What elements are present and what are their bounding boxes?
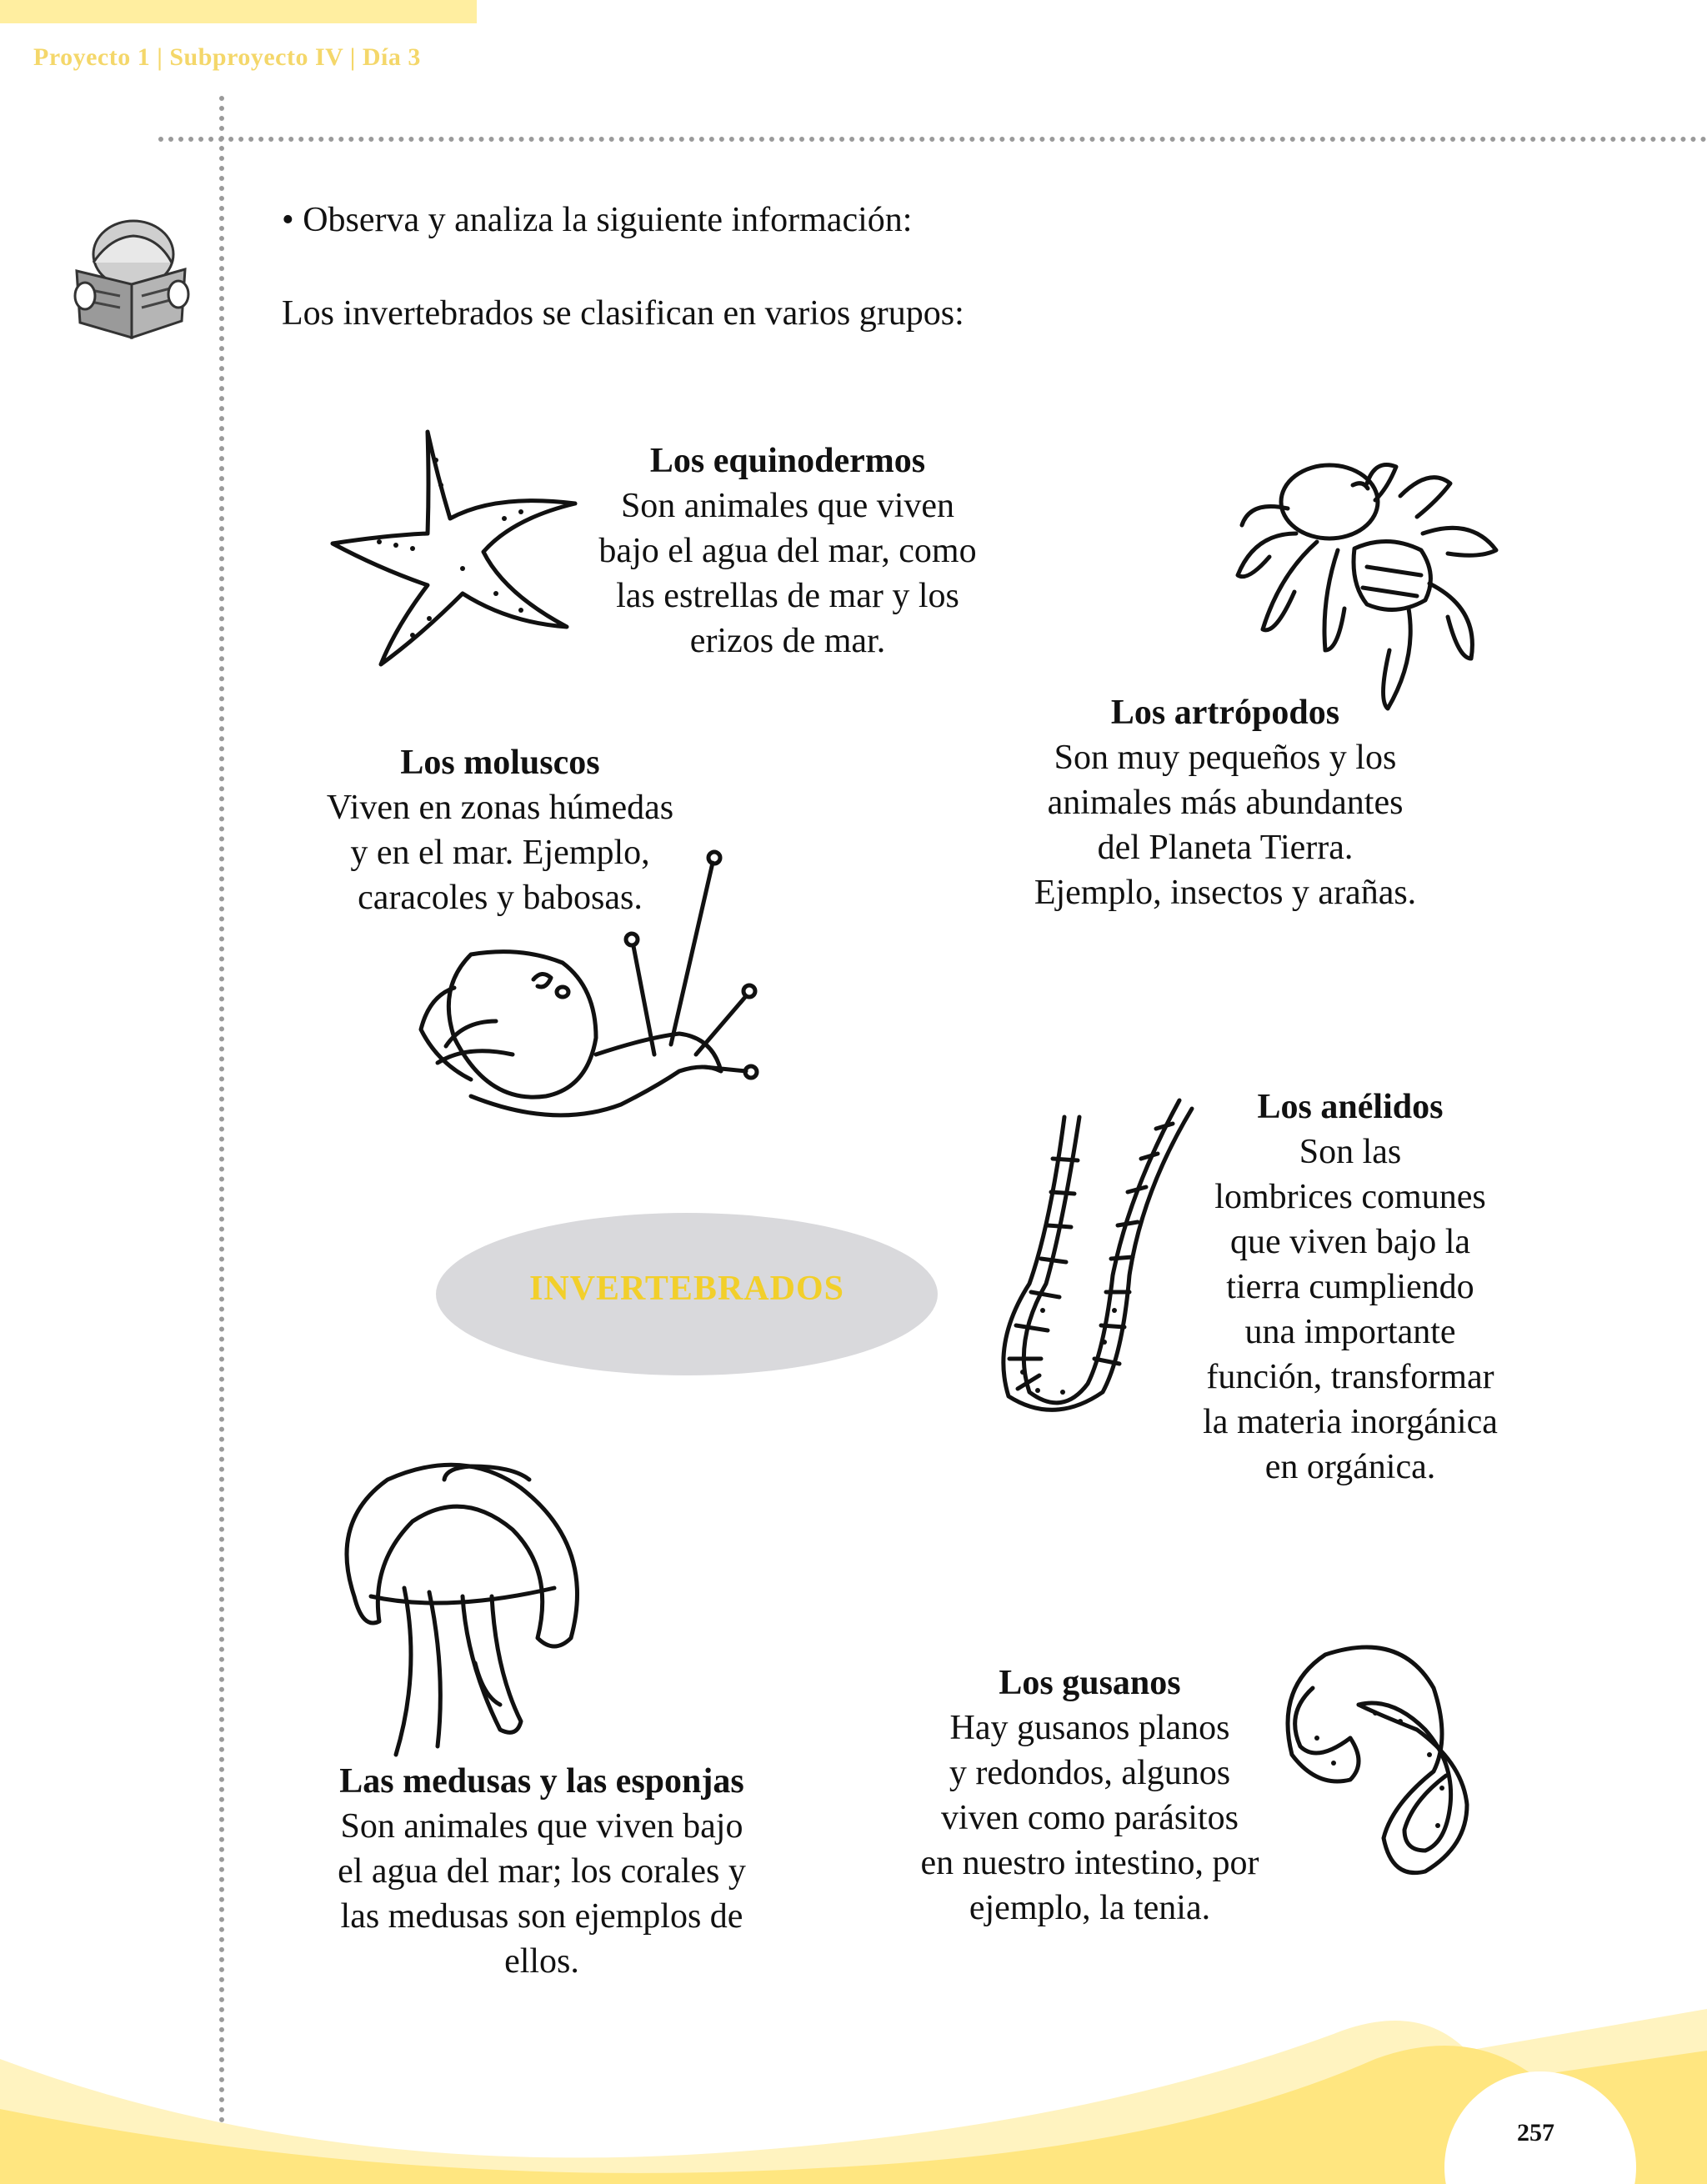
running-header: Proyecto 1 | Subproyecto IV | Día 3 bbox=[33, 43, 421, 71]
group-text-line: Hay gusanos planos bbox=[949, 1709, 1230, 1747]
group-text-line: una importante bbox=[1244, 1313, 1456, 1351]
group-text-line: que viven bajo la bbox=[1229, 1223, 1471, 1261]
group-text-line: y redondos, algunos bbox=[949, 1754, 1231, 1792]
bottom-wave-decoration bbox=[0, 1984, 1707, 2184]
page-number: 257 bbox=[1517, 2119, 1554, 2146]
group-text-line: en nuestro intestino, por bbox=[920, 1844, 1259, 1882]
vertical-dotted-rule bbox=[219, 96, 224, 2184]
group-equinodermos bbox=[550, 438, 1025, 664]
group-text-line: Son animales que viven bbox=[620, 487, 955, 525]
group-artropodos bbox=[988, 690, 1463, 915]
group-text-line: ellos. bbox=[504, 1942, 579, 1981]
intro-sentence: Los invertebrados se clasifican en varios grupos: bbox=[282, 294, 964, 333]
group-title: Los moluscos bbox=[400, 744, 600, 782]
group-title: Los gusanos bbox=[999, 1664, 1181, 1702]
group-text-line: Son animales que viven bajo bbox=[340, 1807, 743, 1846]
group-text-line: las medusas son ejemplos de bbox=[340, 1897, 743, 1936]
group-text-line: erizos de mar. bbox=[689, 622, 886, 660]
reading-child-icon bbox=[68, 213, 193, 346]
group-title: Los artrópodos bbox=[1110, 694, 1340, 732]
horizontal-dotted-rule bbox=[158, 137, 1707, 142]
group-text-line: y en el mar. Ejemplo, bbox=[350, 834, 650, 872]
instruction-bullet: • Observa y analiza la siguiente información: bbox=[282, 201, 913, 239]
group-text-line: función, transformar bbox=[1206, 1358, 1494, 1396]
group-text-line: ejemplo, la tenia. bbox=[969, 1889, 1211, 1927]
group-text-line: viven como parásitos bbox=[941, 1799, 1239, 1837]
group-text-line: en orgánica. bbox=[1264, 1448, 1436, 1486]
invertebrados-label: INVERTEBRADOS bbox=[529, 1270, 844, 1308]
group-text-line: del Planeta Tierra. bbox=[1097, 829, 1354, 867]
jellyfish-illustration bbox=[321, 1455, 621, 1763]
group-text-line: las estrellas de mar y los bbox=[616, 577, 959, 615]
group-text-line: el agua del mar; los corales y bbox=[338, 1852, 746, 1891]
group-title: Los equinodermos bbox=[649, 442, 926, 480]
group-text-line: Ejemplo, insectos y arañas. bbox=[1034, 874, 1417, 912]
group-text-line: animales más abundantes bbox=[1047, 784, 1404, 822]
starfish-illustration bbox=[329, 427, 579, 669]
snail-illustration bbox=[404, 854, 771, 1155]
group-anelidos bbox=[1129, 1084, 1571, 1490]
group-text-line: Viven en zonas húmedas bbox=[326, 789, 674, 827]
group-text-line: Son las bbox=[1299, 1133, 1402, 1171]
group-title: Los anélidos bbox=[1257, 1088, 1444, 1126]
group-title: Las medusas y las esponjas bbox=[339, 1762, 744, 1801]
flatworm-illustration bbox=[1267, 1638, 1475, 1888]
group-gusanos bbox=[875, 1661, 1304, 1931]
group-medusas bbox=[283, 1759, 800, 1984]
group-text-line: caracoles y babosas. bbox=[358, 879, 643, 917]
group-text-line: tierra cumpliendo bbox=[1226, 1268, 1474, 1306]
top-accent-bar bbox=[0, 0, 477, 23]
group-text-line: la materia inorgánica bbox=[1203, 1403, 1498, 1441]
group-text-line: bajo el agua del mar, como bbox=[598, 532, 977, 570]
group-text-line: Son muy pequeños y los bbox=[1054, 739, 1397, 777]
group-text-line: lombrices comunes bbox=[1214, 1178, 1486, 1216]
